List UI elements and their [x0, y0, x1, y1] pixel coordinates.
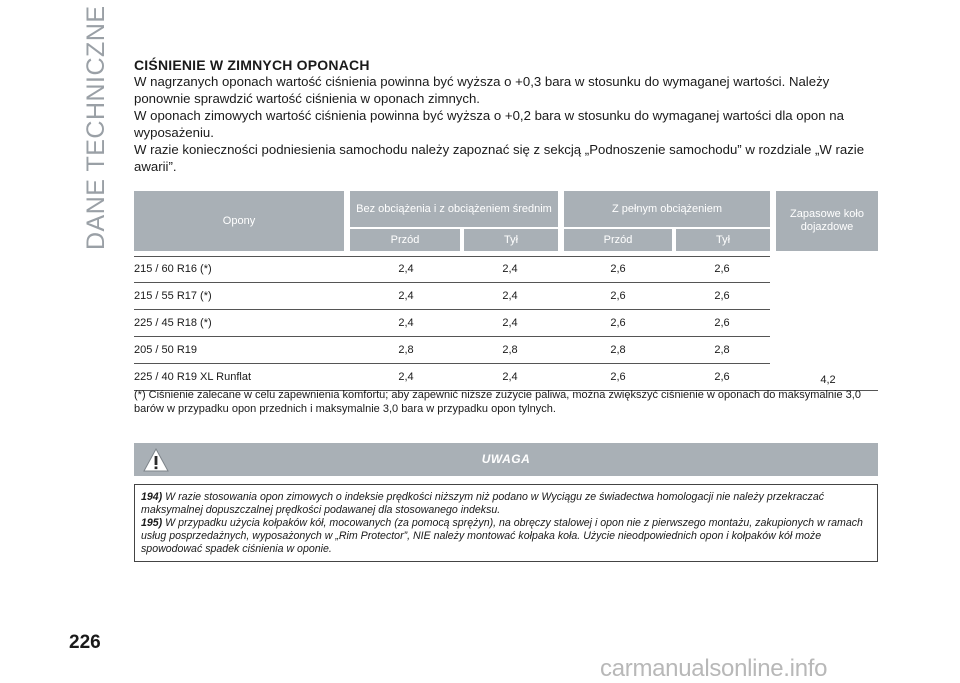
warning-item-number: 194)	[141, 491, 163, 503]
value-front-full: 2,8	[610, 344, 626, 356]
header-front-2: Przód	[564, 229, 672, 251]
warning-box	[134, 484, 878, 562]
paragraph: W razie konieczności podniesienia samochodu należy zapoznać się z sekcją „Podnoszenie samochodu” w rozdziale „W razie awarii”.	[134, 142, 865, 174]
value-rear-normal: 2,4	[502, 371, 518, 383]
table-body	[134, 256, 878, 391]
page-number: 226	[69, 632, 101, 653]
value-front-normal: 2,4	[398, 317, 414, 329]
value-front-normal: 2,4	[398, 263, 414, 275]
value-rear-full: 2,6	[714, 263, 730, 275]
value-rear-normal: 2,4	[502, 263, 518, 275]
chapter-side-title: DANE TECHNICZNE	[82, 5, 110, 250]
tyre-size: 225 / 40 R19 XL Runflat	[134, 371, 252, 383]
value-front-full: 2,6	[610, 263, 626, 275]
warning-item-text: W razie stosowania opon zimowych o indeksie prędkości niższym niż podano w Wyciągu ze świadectwa homologacji nie należy przekraczać maksymalnej dopuszczalnej prędkości podawanej dla stosowanego indeksu.	[141, 491, 825, 516]
table-row	[134, 310, 770, 337]
table-row	[134, 256, 770, 283]
tyre-size: 215 / 60 R16 (*)	[134, 263, 212, 275]
header-front-1: Przód	[350, 229, 460, 251]
value-front-full: 2,6	[610, 371, 626, 383]
value-rear-full: 2,6	[714, 317, 730, 329]
warning-item	[141, 517, 871, 556]
warning-header	[134, 443, 878, 476]
header-rear-1: Tył	[464, 229, 558, 251]
value-rear-full: 2,8	[714, 344, 730, 356]
value-front-normal: 2,8	[398, 344, 414, 356]
value-front-normal: 2,4	[398, 290, 414, 302]
header-group-normal-load: Bez obciążenia i z obciążeniem średnim	[350, 191, 558, 227]
paragraph: W nagrzanych oponach wartość ciśnienia powinna być wyższa o +0,3 bara w stosunku do wymaganej wartości. Należy ponownie sprawdzić wartość ciśnienia w oponach zimnych.	[134, 74, 830, 106]
warning-item	[141, 491, 871, 517]
section-title: CIŚNIENIE W ZIMNYCH OPONACH	[134, 57, 370, 73]
value-rear-normal: 2,8	[502, 344, 518, 356]
table-row	[134, 364, 878, 391]
tyre-size: 215 / 55 R17 (*)	[134, 290, 212, 302]
warning-item-text: W przypadku użycia kołpaków kół, mocowanych (za pomocą sprężyn), na obręczy stalowej i opon nie z pierwszego montażu, zakupionych w ramach usług posprzedażnych, wyposażonych w „Rim Protector”, NIE należy montować kołpaka koła. Użycie nieodpowiednich opon i kołpaków kół może spowodować spadek ciśnienia w oponie.	[141, 517, 863, 555]
tyre-size: 225 / 45 R18 (*)	[134, 317, 212, 329]
value-front-normal: 2,4	[398, 371, 414, 383]
watermark: carmanualsonline.info	[600, 655, 828, 682]
value-rear-normal: 2,4	[502, 317, 518, 329]
header-group-full-load: Z pełnym obciążeniem	[564, 191, 770, 227]
value-rear-full: 2,6	[714, 290, 730, 302]
header-rear-2: Tył	[676, 229, 770, 251]
table-header	[134, 191, 878, 251]
spare-wheel-value: 4,2	[820, 374, 836, 386]
value-front-full: 2,6	[610, 290, 626, 302]
tyre-pressure-table	[134, 191, 878, 386]
table-row	[134, 337, 770, 364]
table-row	[134, 283, 770, 310]
header-spare-wheel: Zapasowe koło dojazdowe	[776, 191, 878, 251]
paragraph: W oponach zimowych wartość ciśnienia powinna być wyższa o +0,2 bara w stosunku do wymaganej wartości dla opon na wyposażeniu.	[134, 108, 844, 140]
header-opony: Opony	[134, 191, 344, 251]
tyre-size: 205 / 50 R19	[134, 344, 197, 356]
table-footnote: (*) Ciśnienie zalecane w celu zapewnienia komfortu; aby zapewnić niższe zużycie paliwa, można zwiększyć ciśnienie w oponach do maksymalnie 3,0 barów w przypadku opon przednich i maksymalnie 3,0 bara w przypadku opon tylnych.	[134, 389, 861, 415]
warning-item-number: 195)	[141, 517, 163, 529]
warning-title: UWAGA	[481, 452, 531, 466]
section-content	[134, 57, 878, 175]
value-front-full: 2,6	[610, 317, 626, 329]
value-rear-normal: 2,4	[502, 290, 518, 302]
value-rear-full: 2,6	[714, 371, 730, 383]
